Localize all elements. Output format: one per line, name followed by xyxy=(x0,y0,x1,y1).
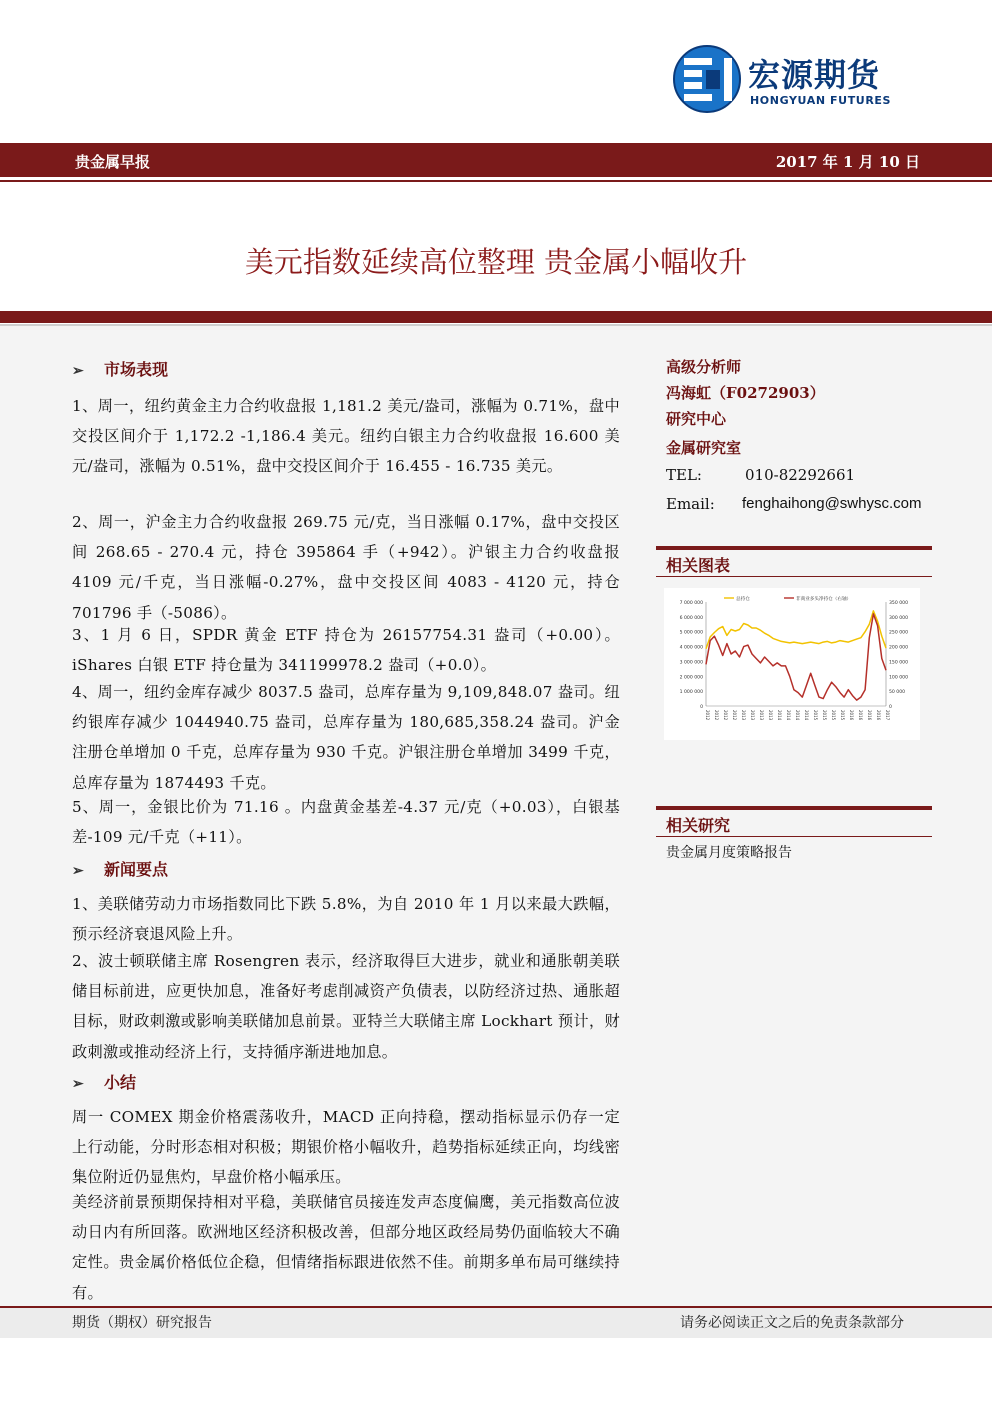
x-tick-label: 2012 xyxy=(723,710,728,721)
report-date: 2017 年 1 月 10 日 xyxy=(775,153,920,171)
y-tick-label-right: 100 000 xyxy=(889,675,908,681)
y-tick-label-left: 4 000 000 xyxy=(679,645,703,651)
y-tick-label-left: 1 000 000 xyxy=(679,690,703,696)
bullet-arrow-icon: ➢ xyxy=(72,363,84,379)
market-item-3: 3、1 月 6 日，SPDR 黄金 ETF 持仓为 26157754.31 盎司（+0.00）。iShares 白银 ETF 持仓量为 341199978.2 盎司（+0.0）。 xyxy=(72,626,620,675)
market-item-5: 5、周一，金银比价为 71.16 。内盘黄金基差-4.37 元/克（+0.03），白银基差-109 元/千克（+11）。 xyxy=(72,798,620,847)
x-tick-label: 2014 xyxy=(795,710,800,721)
legend-label: 非商业多头净持仓（右轴） xyxy=(796,597,852,602)
y-tick-label-right: 300 000 xyxy=(889,615,908,621)
department-research: 研究中心 xyxy=(666,410,727,428)
x-tick-label: 2015 xyxy=(840,710,845,721)
legend-label: 总持仓 xyxy=(736,597,750,602)
analyst-name: 冯海虹（F0272903） xyxy=(666,384,825,402)
market-item-2: 2、周一，沪金主力合约收盘报 269.75 元/克，当日涨幅 0.17%，盘中交投区间 268.65 - 270.4 元，持仓 395864 手（+942）。沪银主力合约收盘报 4109 元/千克，当日涨幅-0.27%，盘中交投区间 4083 - 4120 元，持仓 701796 手（-5086）。 xyxy=(72,513,620,622)
company-logo xyxy=(672,44,932,114)
x-tick-label: 2015 xyxy=(813,710,818,721)
news-item-1: 1、美联储劳动力市场指数同比下跌 5.8%，为自 2010 年 1 月以来最大跌幅，预示经济衰退风险上升。 xyxy=(72,895,620,944)
logo-chinese-name: 宏源期货 xyxy=(748,56,881,94)
x-tick-label: 2015 xyxy=(822,710,827,721)
section-heading-label: 市场表现 xyxy=(104,360,169,379)
section-heading-label: 新闻要点 xyxy=(104,860,169,879)
title-divider xyxy=(0,311,992,323)
section-heading-news xyxy=(72,857,168,880)
x-tick-label: 2017 xyxy=(885,710,890,721)
chart-heading-rule xyxy=(656,576,932,577)
y-tick-label-left: 5 000 000 xyxy=(679,630,703,636)
report-type: 贵金属早报 xyxy=(75,153,151,171)
x-tick-label: 2013 xyxy=(768,710,773,721)
section-heading-market xyxy=(72,357,168,380)
x-tick-label: 2012 xyxy=(714,710,719,721)
bullet-arrow-icon: ➢ xyxy=(72,1076,84,1092)
y-tick-label-right: 350 000 xyxy=(889,601,908,606)
research-heading-bar xyxy=(656,806,932,810)
email-label: Email: xyxy=(666,495,715,513)
x-tick-label: 2016 xyxy=(876,710,881,721)
x-tick-label: 2016 xyxy=(858,710,863,721)
tel-label: TEL: xyxy=(666,466,702,484)
y-tick-label-left: 3 000 000 xyxy=(679,660,703,666)
y-tick-label-right: 250 000 xyxy=(889,630,908,636)
x-tick-label: 2013 xyxy=(759,710,764,721)
holdings-chart xyxy=(664,588,920,740)
y-tick-label-left: 0 xyxy=(700,705,703,710)
x-tick-label: 2014 xyxy=(804,710,809,721)
chart-heading: 相关图表 xyxy=(666,556,731,575)
market-item-4: 4、周一，纽约金库存减少 8037.5 盎司，总库存量为 9,109,848.07 盎司。纽约银库存减少 1044940.75 盎司，总库存量为 180,685,358.24 盎司。沪金注册仓单增加 0 千克，总库存量为 930 千克。沪银注册仓单增加 3499 千克，总库存量为 1874493 千克。 xyxy=(72,683,620,792)
research-heading: 相关研究 xyxy=(666,816,731,835)
x-tick-label: 2015 xyxy=(831,710,836,721)
x-tick-label: 2012 xyxy=(705,710,710,721)
series-line xyxy=(706,611,886,649)
x-tick-label: 2012 xyxy=(732,710,737,721)
y-tick-label-left: 7 000 000 xyxy=(679,601,703,606)
x-tick-label: 2016 xyxy=(867,710,872,721)
x-tick-label: 2013 xyxy=(741,710,746,721)
chart-heading-bar xyxy=(656,546,932,550)
x-tick-label: 2014 xyxy=(777,710,782,721)
x-tick-label: 2014 xyxy=(786,710,791,721)
related-research-link[interactable]: 贵金属月度策略报告 xyxy=(666,845,792,861)
y-tick-label-right: 150 000 xyxy=(889,660,908,666)
news-item-2: 2、波士顿联储主席 Rosengren 表示，经济取得巨大进步，就业和通胀朝美联储目标前进，应更快加息，准备好考虑削减资产负债表，以防经济过热、通胀超目标，财政刺激或影响美联储加息前景。亚特兰大联储主席 Lockhart 预计，财政刺激或推动经济上行，支持循序渐进地加息。 xyxy=(72,952,620,1061)
bullet-arrow-icon: ➢ xyxy=(72,863,84,879)
holdings-chart-svg xyxy=(664,588,920,740)
market-item-1: 1、周一，纽约黄金主力合约收盘报 1,181.2 美元/盎司，涨幅为 0.71%，盘中交投区间介于 1,172.2 -1,186.4 美元。纽约白银主力合约收盘报 16.600 美元/盎司，涨幅为 0.51%，盘中交投区间介于 16.455 - 16.735 美元。 xyxy=(72,397,620,476)
footer-disclaimer-text: 请务必阅读正文之后的免责条款部分 xyxy=(680,1315,904,1331)
y-tick-label-right: 200 000 xyxy=(889,645,908,651)
page-title: 美元指数延续高位整理 贵金属小幅收升 xyxy=(244,245,748,279)
y-tick-label-left: 6 000 000 xyxy=(679,615,703,621)
logo-mark-icon xyxy=(672,44,742,114)
series-line xyxy=(706,614,886,700)
summary-item-2: 美经济前景预期保持相对平稳，美联储官员接连发声态度偏鹰，美元指数高位波动日内有所回落。欧洲地区经济积极改善，但部分地区政经局势仍面临较大不确定性。贵金属价格低位企稳，但情绪指标跟进依然不佳。前期多单布局可继续持有。 xyxy=(72,1193,620,1302)
section-heading-label: 小结 xyxy=(104,1073,137,1092)
summary-item-1: 周一 COMEX 期金价格震荡收升，MACD 正向持稳，摆动指标显示仍存一定上行动能，分时形态相对积极；期银价格小幅收升，趋势指标延续正向，均线密集位附近仍显焦灼，早盘价格小幅承压。 xyxy=(72,1108,620,1187)
department-metals: 金属研究室 xyxy=(666,439,742,457)
y-tick-label-right: 0 xyxy=(889,705,892,710)
y-tick-label-left: 2 000 000 xyxy=(679,675,703,681)
logo-english-name: HONGYUAN FUTURES xyxy=(750,94,892,107)
research-heading-rule xyxy=(656,836,932,837)
analyst-title: 高级分析师 xyxy=(666,358,742,376)
y-tick-label-right: 50 000 xyxy=(889,690,906,696)
x-tick-label: 2016 xyxy=(849,710,854,721)
tel-value: 010-82292661 xyxy=(745,466,856,484)
footer-left-text: 期货（期权）研究报告 xyxy=(72,1315,212,1331)
email-link[interactable]: fenghaihong@swhysc.com xyxy=(742,495,922,512)
x-tick-label: 2013 xyxy=(750,710,755,721)
section-heading-summary xyxy=(72,1070,136,1093)
